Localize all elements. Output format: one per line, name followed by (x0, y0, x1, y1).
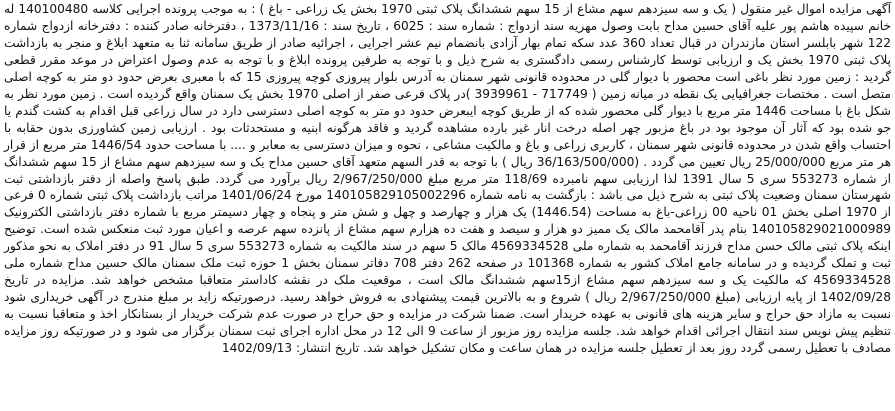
auction-notice-text: آگهی مزایده اموال غیر منقول ( یک و سه سیزدهم سهم مشاع از 15 سهم ششدانگ پلاک ثبتی 1970 بخش یک زراعی - باغ ) : به موجب پرونده اجرایی کلاسه 140100480 له خانم سپیده هاشم پور علیه آقای حسین مداح بابت وصول مهریه سند ازدواج : شماره سند : 6025 ، تاریخ سند : 1373/11/16 ، دفترخانه صادر کننده : دفترخانه ازدواج شماره 122 شهر بابلسر استان مازندران در قبال تعداد 360 عدد سکه تمام بهار آزادی بانضمام نیم عشر اجرایی ، اجرائیه صادر از طریق سامانه ثنا به متعهد ابلاغ و منجر به بازداشت پلاک ثبتی 1970 بخش یک و ارزیابی توسط کارشناس رسمی دادگستری به شرح ذیل و با توجه به طرفین پرونده ابلاغ و با توجه به عدم وصول اعتراض در موعد مقرر قطعی گردید : زمین مورد نظر باغی است محصور با دیوار گلی در محدوده قانونی شهر سمنان به آدرس بلوار پیروزی کوچه پیروزی 15 که با معبری بعرض حدود دو متر به کوچه اصلی متصل است . مختصات جغرافیایی یک نقطه در میانه زمین ( 717749 - 3939961 )در پلاک فرعی صفر از اصلی 1970 بخش یک سمنان واقع گردیده است . زمین مورد نظر به شکل باغ با مساحت 1446 متر مربع با دیوار گلی محصور شده که از طریق کوچه ایبعرض حدود دو متر به کوچه اصلی دسترسی دارد در سال زراعی قبل اقدام به کشت گندم یا جو شده بود که آثار آن موجود بود در باغ مزبور چهر اصله درخت انار غیر بارده مشاهده گردید و فاقد هرگونه ابنیه و مستحدثات بود . ارزیابی زمین کشاورزی بدون حقابه با احتساب واقع شدن در محدوده قانونی شهر سمنان ، کاربری زراعی و باغ و مالکیت مشاعی ، نحوه و میزان دسترسی به معابر و .... با مساحت حدود 1446/54 متر مربع از قرار هر متر مربع 25/000/000 ریال تعیین می گردد . (36/163/500/000 ریال ) با توجه به قدر السهم متعهد آقای حسین مداح یک و سه سیزدهم سهم مشاع از 15 سهم ششدانگ از شماره 553273 سری 5 سال 1391 لذا ارزیابی سهم نامبرده 118/69 متر مربع مبلغ 2/967/250/000 ریال برآورد می گردد. طبق پاسخ واصله از دفتر بازداشتی ثبت شهرستان سمنان وضعیت پلاک ثبتی به شرح ذیل می باشد : بازگشت به نامه شماره 140105829105002296 مورخ 1401/06/24 مراتب بازداشت پلاک ثبتی شماره 0 فرعی از 1970 اصلی بخش 01 ناحیه 00 زراعی-باغ به مساحت (1446.54) یک هزار و چهارصد و چهل و شش متر و پنجاه و چهار دسیمتر مربع با شماره دفتر بازداشتی الکترونیک 140105829021000989 بنام پدر آقامحمد مالک یک ممیز دو هزار و سیصد و هفت ده هزارم سهم مشاع از پانزده سهم عرصه و اعیان مورد ثبت منعکس شده است. توضیح اینکه پلاک ثبتی مالک حسن مداح فرزند آقامحمد به شماره ملی 4569334528 مالک 5 سهم در سند مالکیت به شماره 553273 سری 5 سال 91 در دفتر املاک به نحو مذکور ثبت و تملک گردیده و در سامانه جامع املاک کشور به شماره 101368 در صفحه 262 دفتر 708 دفاتر سمنان بخش 1 حوزه ثبت ملک سمنان مالک حسین مداح شماره ملی 4569334528 که مالکیت یک و سه سیزدهم سهم مشاع از15سهم ششدانگ مالک است ، موقعیت ملک در نقشه کاداستر متعاقبا مشخص خواهد شد. مزایده در تاریخ 1402/09/28 از پایه ارزیابی (مبلغ 2/967/250/000 ریال ) شروع و به بالاترین قیمت پیشنهادی به فروش خواهد رسید. درصورتیکه زاید بر مبلغ مندرج در آگهی خریداری شود نسبت به مازاد حق حراج و سایر هزینه های قانونی به عهده خریدار است. ضمنا شرکت در مزایده و حق حراج در صورت عدم شرکت خریدار از بستانکار اخذ و متعاقبا نسبت به تنظیم پیش نویس سند انتقال اجرائی اقدام خواهد شد. جلسه مزایده روز مزبور از ساعت 9 الی 12 در محل اداره اجرای ثبت سمنان برگزار می شود و در صورتیکه روز مزایده مصادف با تعطیل رسمی گردد روز بعد از تعطیل جلسه مزایده در همان ساعت و مکان تشکیل خواهد شد. تاریخ انتشار: 1402/09/13 (4, 2, 892, 356)
